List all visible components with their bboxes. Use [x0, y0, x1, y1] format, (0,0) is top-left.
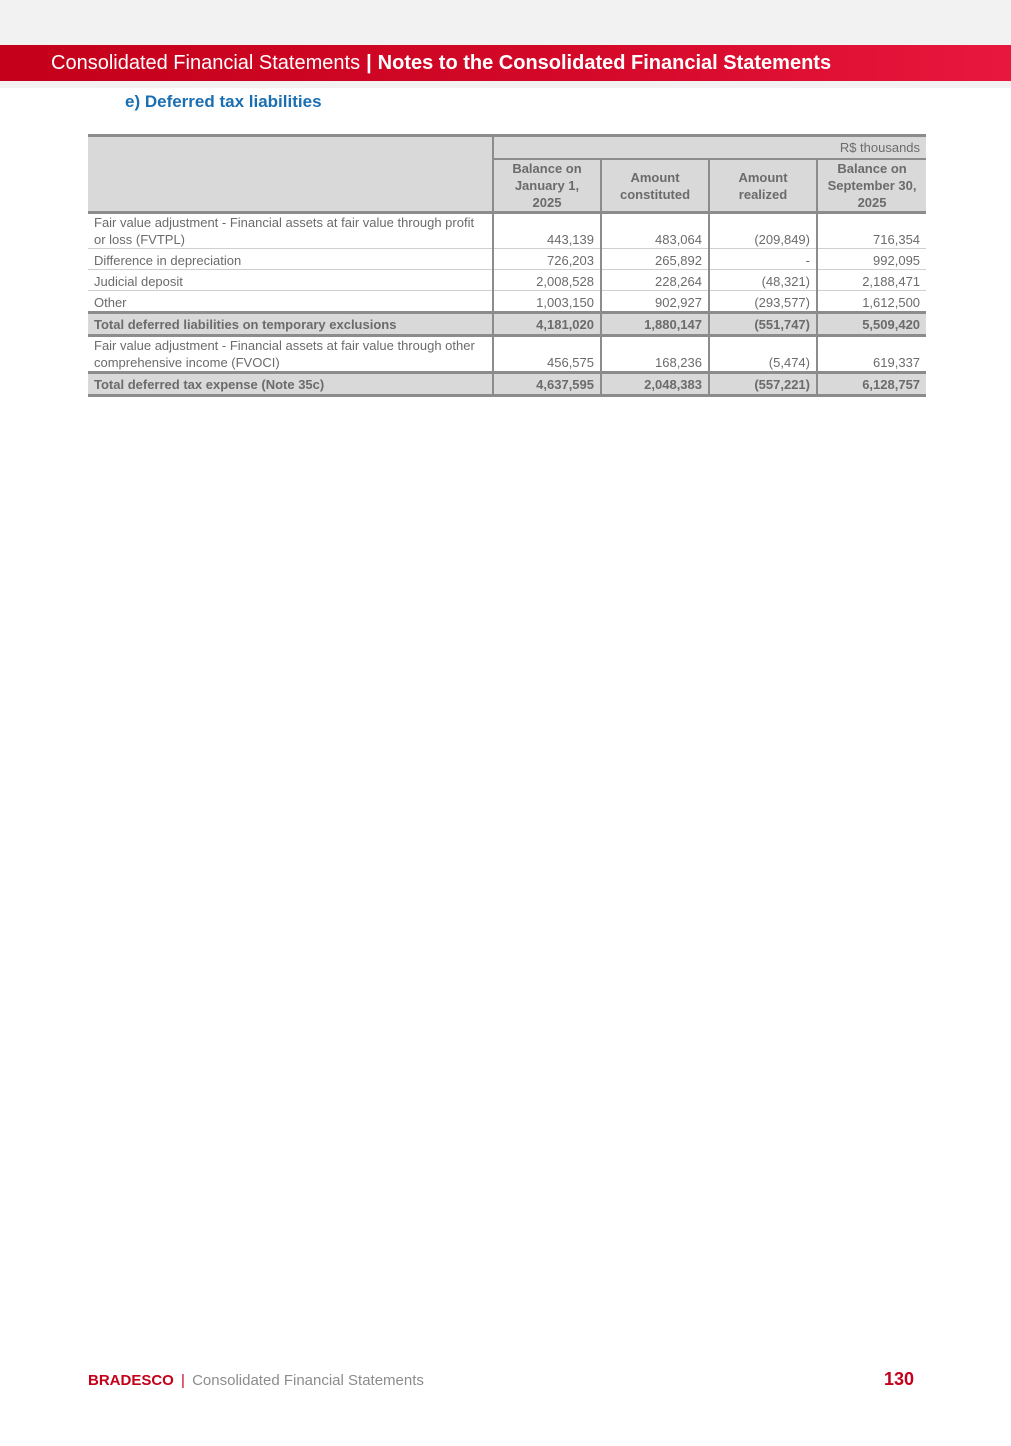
cell-value: 1,880,147	[601, 313, 709, 336]
table-row	[88, 336, 926, 373]
header-subsection-name: Notes to the Consolidated Financial Statements	[377, 51, 832, 74]
cell-value: 1,612,500	[817, 291, 926, 313]
row-label: Fair value adjustment - Financial assets at fair value through other comprehensive income (FVOCI)	[88, 336, 493, 373]
units-label: R$ thousands	[493, 136, 926, 160]
footer-brand: BRADESCO	[88, 1372, 174, 1389]
cell-value: 4,637,595	[493, 373, 601, 396]
table-row	[88, 291, 926, 313]
cell-value: (209,849)	[709, 213, 817, 249]
deferred-tax-liabilities-table	[88, 134, 926, 397]
column-header: Balance on September 30, 2025	[817, 159, 926, 213]
page-header-band	[0, 45, 1011, 81]
cell-value: 726,203	[493, 249, 601, 270]
cell-value: 716,354	[817, 213, 926, 249]
cell-value: 6,128,757	[817, 373, 926, 396]
cell-value: 992,095	[817, 249, 926, 270]
section-title: e) Deferred tax liabilities	[125, 92, 322, 111]
cell-value: (5,474)	[709, 336, 817, 373]
row-label: Total deferred tax expense (Note 35c)	[88, 373, 493, 396]
cell-value: 483,064	[601, 213, 709, 249]
header-section-name: Consolidated Financial Statements	[51, 51, 361, 74]
total-row	[88, 313, 926, 336]
column-header: Balance on January 1, 2025	[493, 159, 601, 213]
cell-value: 5,509,420	[817, 313, 926, 336]
table-row	[88, 270, 926, 291]
cell-value: (48,321)	[709, 270, 817, 291]
total-row	[88, 373, 926, 396]
row-label: Fair value adjustment - Financial assets at fair value through profit or loss (FVTPL)	[88, 213, 493, 249]
footer-separator: |	[181, 1372, 185, 1389]
row-label: Other	[88, 291, 493, 313]
cell-value: (557,221)	[709, 373, 817, 396]
column-header: Amount constituted	[601, 159, 709, 213]
cell-value: (293,577)	[709, 291, 817, 313]
row-label: Total deferred liabilities on temporary exclusions	[88, 313, 493, 336]
header-underline-strip	[0, 81, 1011, 88]
header-separator: |	[366, 51, 372, 74]
cell-value: 265,892	[601, 249, 709, 270]
table-row	[88, 249, 926, 270]
table-row	[88, 213, 926, 249]
cell-value: 2,008,528	[493, 270, 601, 291]
cell-value: 4,181,020	[493, 313, 601, 336]
page-number: 130	[883, 1369, 914, 1389]
header-blank-cell	[88, 136, 493, 213]
row-label: Difference in depreciation	[88, 249, 493, 270]
cell-value: 2,188,471	[817, 270, 926, 291]
page-footer	[88, 1372, 424, 1389]
cell-value: 228,264	[601, 270, 709, 291]
top-margin-strip	[0, 0, 1011, 45]
column-header: Amount realized	[709, 159, 817, 213]
cell-value: 619,337	[817, 336, 926, 373]
cell-value: 168,236	[601, 336, 709, 373]
cell-value: -	[709, 249, 817, 270]
cell-value: 456,575	[493, 336, 601, 373]
cell-value: 1,003,150	[493, 291, 601, 313]
row-label: Judicial deposit	[88, 270, 493, 291]
cell-value: 2,048,383	[601, 373, 709, 396]
cell-value: (551,747)	[709, 313, 817, 336]
cell-value: 902,927	[601, 291, 709, 313]
cell-value: 443,139	[493, 213, 601, 249]
footer-document-title: Consolidated Financial Statements	[192, 1372, 424, 1389]
